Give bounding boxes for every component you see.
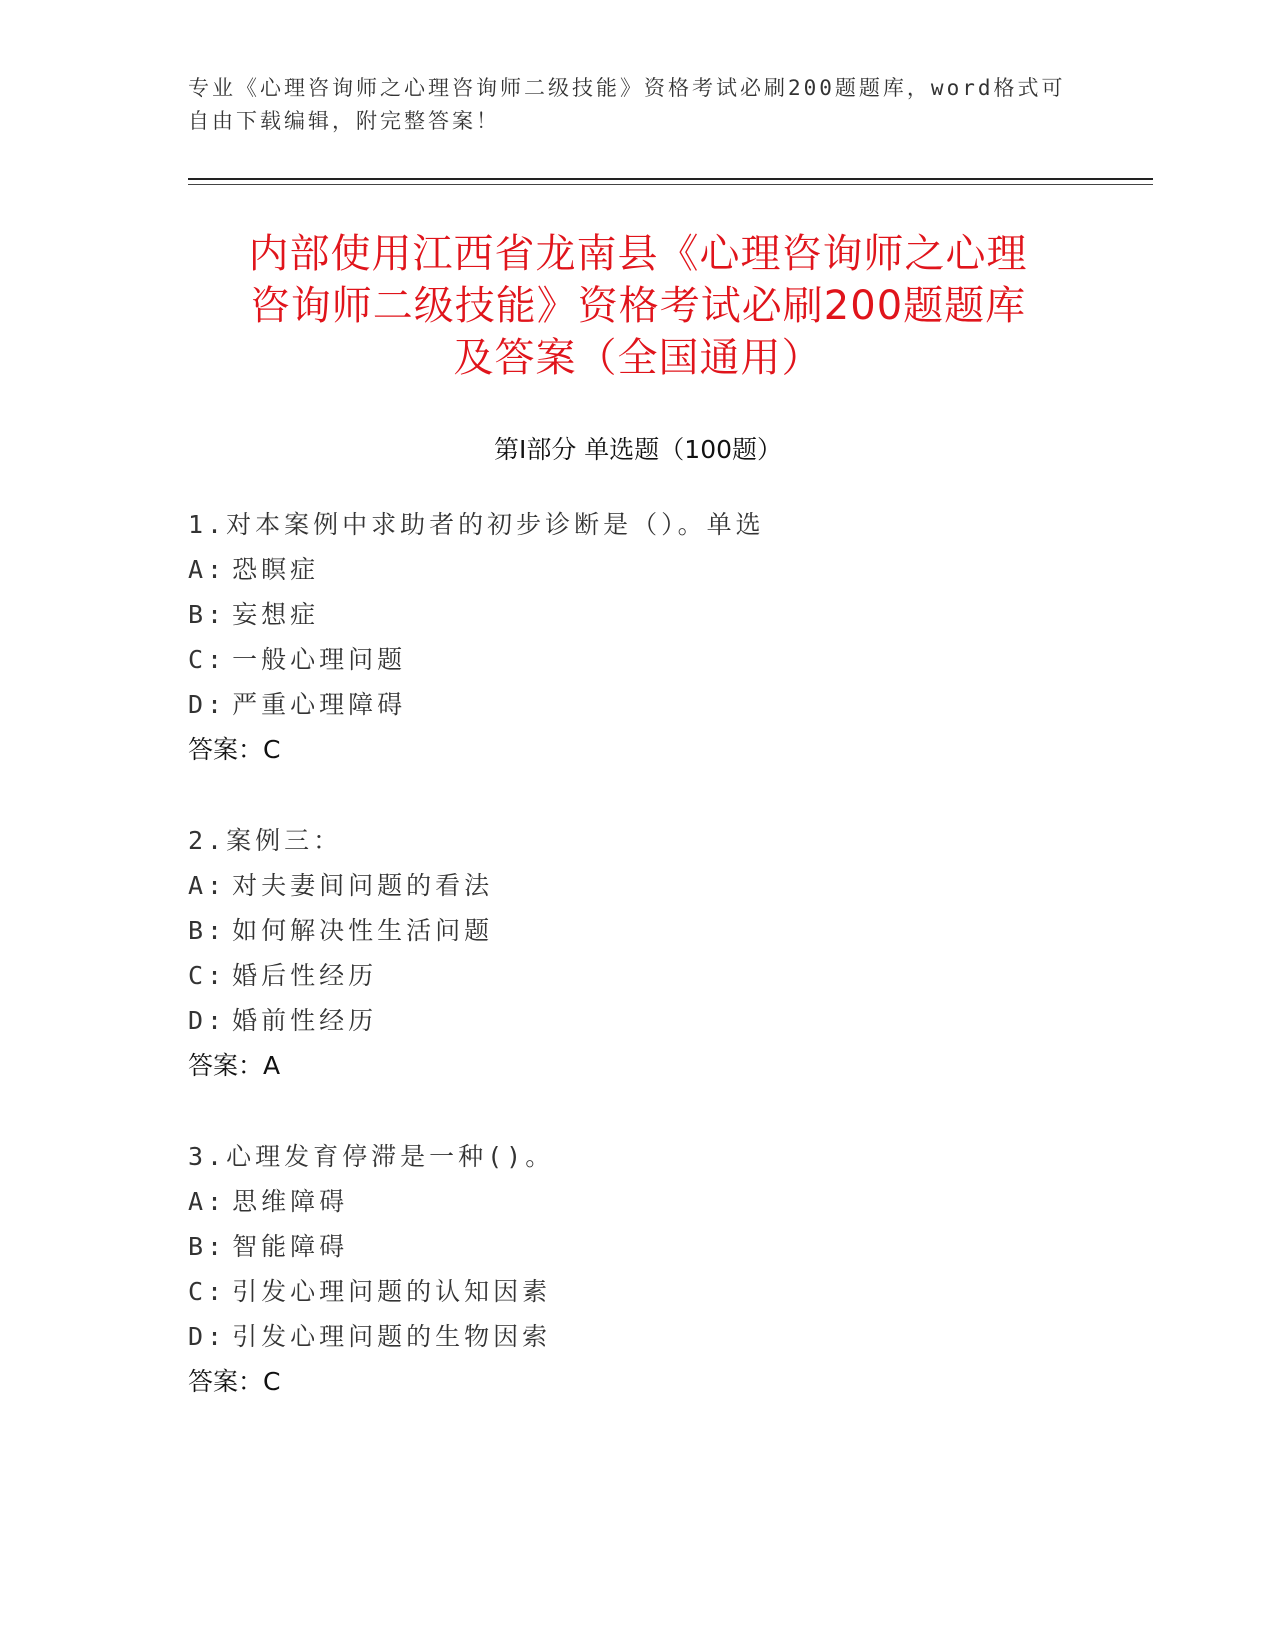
title-line-1: 内部使用江西省龙南县《心理咨询师之心理: [248, 231, 1028, 277]
option-text: 引发心理问题的生物因索: [232, 1322, 552, 1351]
question-1: [188, 502, 1088, 772]
option-d: [188, 1314, 1088, 1359]
option-text: 思维障碍: [232, 1187, 349, 1216]
header-note: 专业《心理咨询师之心理咨询师二级技能》资格考试必刷200题题库，word格式可自由下载编辑，附完整答案！: [188, 76, 1066, 133]
option-key: C:: [188, 645, 227, 674]
question-stem: 2.案例三：: [188, 826, 343, 855]
answer: 答案：C: [188, 1367, 281, 1396]
option-key: C:: [188, 1277, 227, 1306]
option-d: [188, 998, 1088, 1043]
option-a: [188, 547, 1088, 592]
question-2: [188, 818, 1088, 1088]
option-b: [188, 1224, 1088, 1269]
option-key: B:: [188, 600, 227, 629]
option-key: B:: [188, 1232, 227, 1261]
header-divider-thin: [188, 184, 1153, 185]
option-key: D:: [188, 690, 227, 719]
title-line-2: 咨询师二级技能》资格考试必刷200题题库: [249, 283, 1027, 329]
option-key: D:: [188, 1322, 227, 1351]
option-key: B:: [188, 916, 227, 945]
answer: 答案：C: [188, 735, 281, 764]
option-text: 妄想症: [232, 600, 320, 629]
question-stem: 1.对本案例中求助者的初步诊断是（）。单选: [188, 510, 765, 539]
option-c: [188, 1269, 1088, 1314]
option-key: C:: [188, 961, 227, 990]
option-text: 严重心理障碍: [232, 690, 407, 719]
section-title: 第Ⅰ部分 单选题（100题）: [493, 435, 783, 464]
option-text: 引发心理问题的认知因素: [232, 1277, 552, 1306]
option-key: A:: [188, 871, 227, 900]
option-text: 恐瞑症: [232, 555, 320, 584]
option-key: A:: [188, 555, 227, 584]
option-key: D:: [188, 1006, 227, 1035]
option-b: [188, 908, 1088, 953]
option-a: [188, 863, 1088, 908]
option-c: [188, 637, 1088, 682]
option-text: 婚后性经历: [232, 961, 378, 990]
option-d: [188, 682, 1088, 727]
option-text: 婚前性经历: [232, 1006, 378, 1035]
title-line-3: 及答案（全国通用）: [453, 335, 823, 381]
option-b: [188, 592, 1088, 637]
option-key: A:: [188, 1187, 227, 1216]
answer: 答案：A: [188, 1051, 281, 1080]
header-divider-thick: [188, 178, 1153, 180]
option-text: 智能障碍: [232, 1232, 349, 1261]
question-3: [188, 1134, 1088, 1404]
option-text: 一般心理问题: [232, 645, 407, 674]
option-c: [188, 953, 1088, 998]
option-text: 对夫妻间问题的看法: [232, 871, 494, 900]
option-text: 如何解决性生活问题: [232, 916, 494, 945]
option-a: [188, 1179, 1088, 1224]
document-title: [188, 228, 1088, 384]
question-stem: 3.心理发育停滞是一种()。: [188, 1142, 555, 1171]
